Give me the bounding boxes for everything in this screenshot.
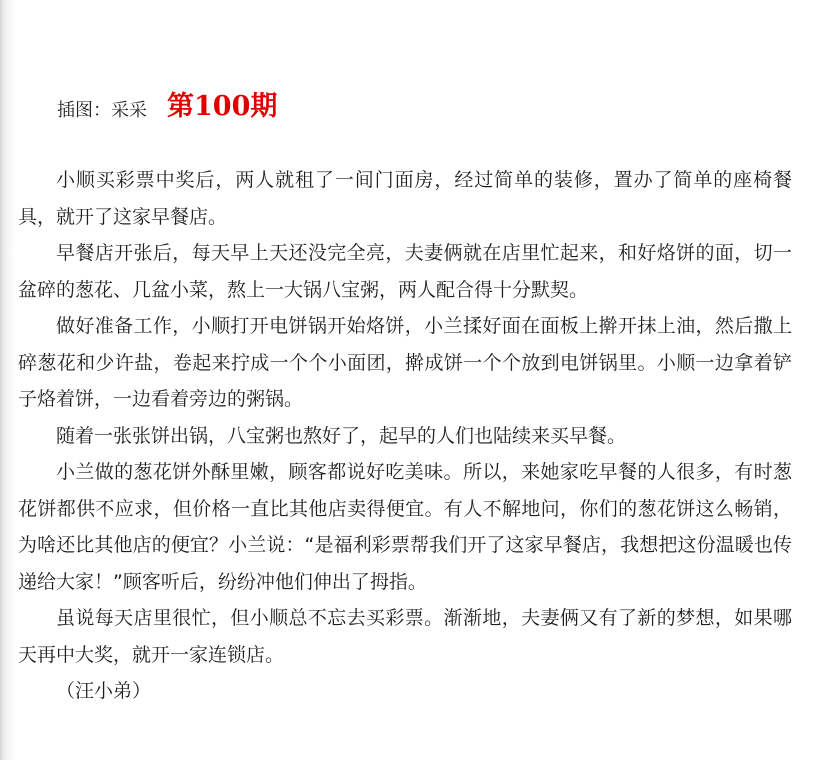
article-paragraph: 小兰做的葱花饼外酥里嫩，顾客都说好吃美味。所以，来她家吃早餐的人很多，有时葱花饼都供不应求，但价格一直比其他店卖得便宜。有人不解地问，你们的葱花饼这么畅销，为啥还比其他店的便宜？小兰说：“是福利彩票帮我们开了这家早餐店，我想把这份温暖也传递给大家！”顾客听后，纷纷冲他们伸出了拇指。 (18, 461, 792, 593)
article-paragraph: 虽说每天店里很忙，但小顺总不忘去买彩票。渐渐地，夫妻俩又有了新的梦想，如果哪天再中大奖，就开一家连锁店。 (18, 607, 792, 666)
article-header (57, 84, 277, 124)
issue-number: 第100期 (167, 91, 278, 122)
illustration-credit: 插图：采采 (57, 100, 147, 121)
article-paragraph: 做好准备工作，小顺打开电饼锅开始烙饼，小兰揉好面在面板上擀开抹上油，然后撒上碎葱花和少许盐，卷起来拧成一个个小面团，擀成饼一个个放到电饼锅里。小顺一边拿着铲子烙着饼，一边看着旁边的粥锅。 (18, 315, 792, 410)
article-paragraph: 随着一张张饼出锅，八宝粥也熬好了，起早的人们也陆续来买早餐。 (56, 424, 627, 447)
article-paragraph: 早餐店开张后，每天早上天还没完全亮，夫妻俩就在店里忙起来，和好烙饼的面，切一盆碎的葱花、几盆小菜，熬上一大锅八宝粥，两人配合得十分默契。 (18, 242, 792, 301)
article-paragraph: 小顺买彩票中奖后，两人就租了一间门面房，经过简单的装修，置办了简单的座椅餐具，就开了这家早餐店。 (18, 169, 792, 228)
author-byline: （汪小弟） (56, 680, 152, 702)
article-body (18, 162, 792, 710)
